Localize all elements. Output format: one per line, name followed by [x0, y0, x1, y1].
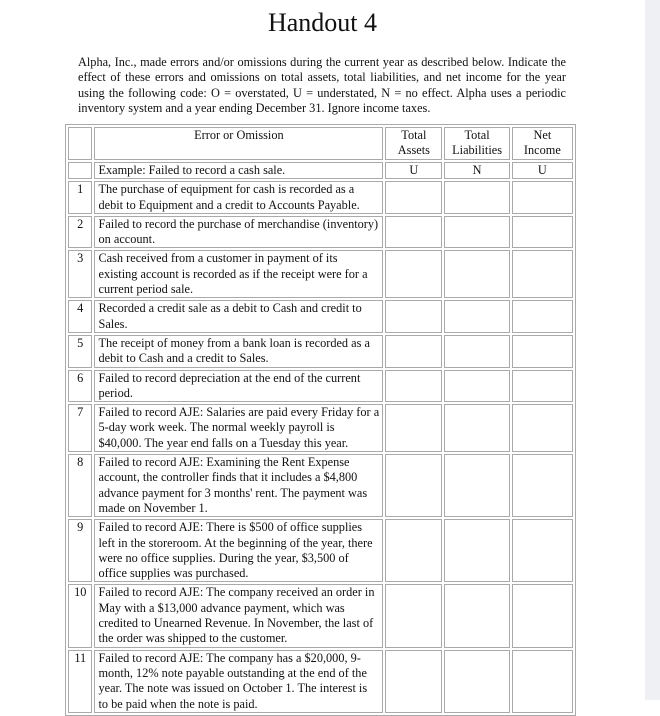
- liabilities-answer-cell[interactable]: [444, 181, 509, 214]
- row-description: The receipt of money from a bank loan is recorded as a debit to Cash and a credit to Sales.: [94, 335, 383, 368]
- liabilities-answer-cell[interactable]: [444, 216, 509, 249]
- row-number: 8: [68, 454, 92, 517]
- income-answer-cell[interactable]: [512, 454, 573, 517]
- table-row: [68, 650, 573, 713]
- row-description: Failed to record depreciation at the end of the current period.: [94, 370, 383, 403]
- income-answer-cell[interactable]: [512, 335, 573, 368]
- row-number: 9: [68, 519, 92, 582]
- header-liabilities: Total Liabilities: [444, 127, 509, 160]
- liabilities-answer-cell[interactable]: [444, 250, 509, 298]
- row-description: Failed to record AJE: The company has a $20,000, 9-month, 12% note payable outstanding at the end of the year. The note was issued on October 1. The interest is to be paid when the note is paid.: [94, 650, 383, 713]
- row-number: 5: [68, 335, 92, 368]
- example-liabilities: N: [444, 162, 509, 179]
- liabilities-answer-cell[interactable]: [444, 519, 509, 582]
- row-description: Cash received from a customer in payment of its existing account is recorded as if the receipt were for a current period sale.: [94, 250, 383, 298]
- assets-answer-cell[interactable]: [385, 370, 442, 403]
- income-answer-cell[interactable]: [512, 370, 573, 403]
- assets-answer-cell[interactable]: [385, 335, 442, 368]
- assets-answer-cell[interactable]: [385, 584, 442, 647]
- row-description: Failed to record AJE: Salaries are paid every Friday for a 5-day work week. The normal weekly payroll is $40,000. The year end falls on a Tuesday this year.: [94, 404, 383, 452]
- scrollbar-track[interactable]: [645, 0, 660, 700]
- income-answer-cell[interactable]: [512, 404, 573, 452]
- row-number: 2: [68, 216, 92, 249]
- liabilities-answer-cell[interactable]: [444, 650, 509, 713]
- assets-answer-cell[interactable]: [385, 454, 442, 517]
- header-income: Net Income: [512, 127, 573, 160]
- assets-answer-cell[interactable]: [385, 519, 442, 582]
- example-row: [68, 162, 573, 179]
- row-description: Failed to record AJE: There is $500 of office supplies left in the storeroom. At the beginning of the year, there were no office supplies. During the year, $3,500 of office supplies was purchased.: [94, 519, 383, 582]
- header-assets: Total Assets: [385, 127, 442, 160]
- assets-answer-cell[interactable]: [385, 216, 442, 249]
- liabilities-answer-cell[interactable]: [444, 300, 509, 333]
- example-number: [68, 162, 92, 179]
- income-answer-cell[interactable]: [512, 216, 573, 249]
- table-row: [68, 181, 573, 214]
- row-number: 6: [68, 370, 92, 403]
- table-row: [68, 519, 573, 582]
- instructions-paragraph: Alpha, Inc., made errors and/or omissions during the current year as described below. Indicate the effect of these errors and omissions on total assets, total liabilities, and net income for the year using the following code: O = overstated, U = understated, N = no effect. Alpha uses a periodic inventory system and a year ending December 31. Ignore income taxes.: [78, 55, 566, 115]
- example-assets: U: [385, 162, 442, 179]
- table-row: [68, 216, 573, 249]
- liabilities-answer-cell[interactable]: [444, 370, 509, 403]
- assets-answer-cell[interactable]: [385, 181, 442, 214]
- income-answer-cell[interactable]: [512, 181, 573, 214]
- income-answer-cell[interactable]: [512, 650, 573, 713]
- row-number: 10: [68, 584, 92, 647]
- row-description: The purchase of equipment for cash is recorded as a debit to Equipment and a credit to Accounts Payable.: [94, 181, 383, 214]
- liabilities-answer-cell[interactable]: [444, 454, 509, 517]
- errors-table: [65, 124, 576, 716]
- page-title: Handout 4: [267, 8, 378, 37]
- income-answer-cell[interactable]: [512, 300, 573, 333]
- header-number: [68, 127, 92, 160]
- table-row: [68, 335, 573, 368]
- row-number: 3: [68, 250, 92, 298]
- row-number: 7: [68, 404, 92, 452]
- row-number: 1: [68, 181, 92, 214]
- table-row: [68, 454, 573, 517]
- header-error: Error or Omission: [94, 127, 383, 160]
- row-description: Failed to record the purchase of merchandise (inventory) on account.: [94, 216, 383, 249]
- table-row: [68, 250, 573, 298]
- table-row: [68, 370, 573, 403]
- row-number: 4: [68, 300, 92, 333]
- table-row: [68, 404, 573, 452]
- liabilities-answer-cell[interactable]: [444, 404, 509, 452]
- income-answer-cell[interactable]: [512, 519, 573, 582]
- example-text: Example: Failed to record a cash sale.: [94, 162, 383, 179]
- row-description: Failed to record AJE: The company received an order in May with a $13,000 advance payment, which was credited to Unearned Revenue. In November, the last of the order was shipped to the customer.: [94, 584, 383, 647]
- income-answer-cell[interactable]: [512, 584, 573, 647]
- row-number: 11: [68, 650, 92, 713]
- assets-answer-cell[interactable]: [385, 250, 442, 298]
- example-income: U: [512, 162, 573, 179]
- liabilities-answer-cell[interactable]: [444, 584, 509, 647]
- liabilities-answer-cell[interactable]: [444, 335, 509, 368]
- header-row: [68, 127, 573, 160]
- row-description: Failed to record AJE: Examining the Rent Expense account, the controller finds that it includes a $4,800 advance payment for 3 months' rent. The payment was made on November 1.: [94, 454, 383, 517]
- assets-answer-cell[interactable]: [385, 404, 442, 452]
- assets-answer-cell[interactable]: [385, 650, 442, 713]
- income-answer-cell[interactable]: [512, 250, 573, 298]
- assets-answer-cell[interactable]: [385, 300, 442, 333]
- table-row: [68, 584, 573, 647]
- table-row: [68, 300, 573, 333]
- row-description: Recorded a credit sale as a debit to Cash and credit to Sales.: [94, 300, 383, 333]
